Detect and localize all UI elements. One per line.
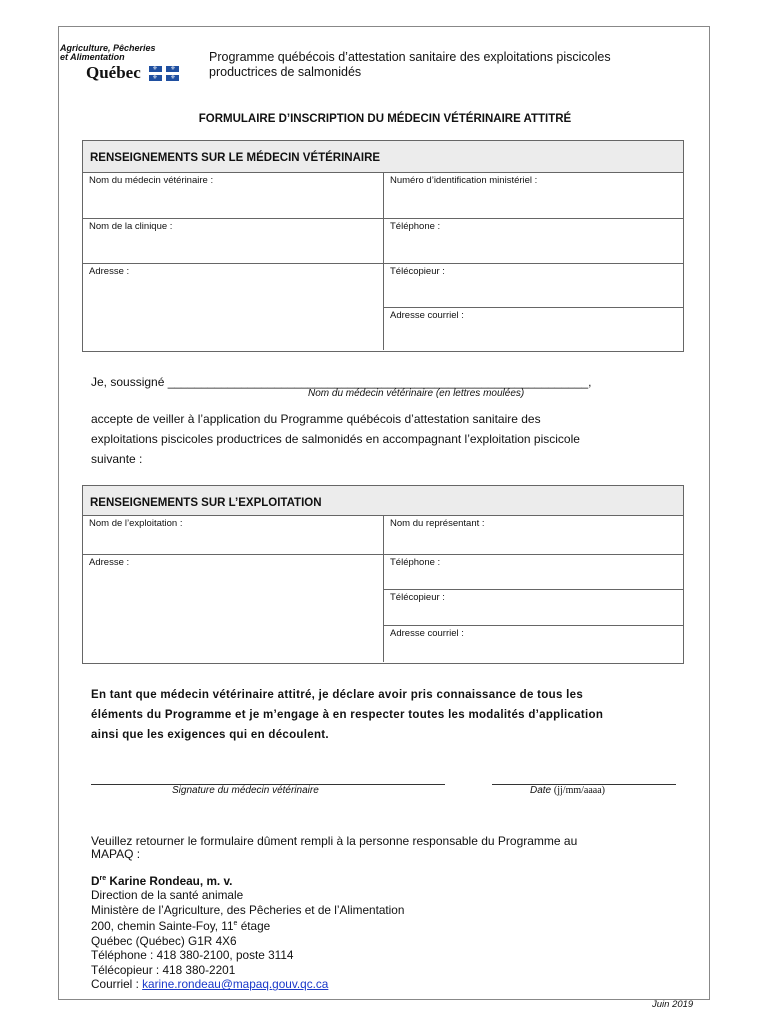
contact-street (91, 917, 404, 933)
acceptance-paragraph (91, 409, 681, 469)
contact-fax: Télécopieur : 418 380-2201 (91, 962, 236, 977)
contact-email-row (91, 977, 404, 992)
farm-address-label: Adresse : (89, 557, 130, 568)
farm-phone-label: Téléphone : (390, 557, 441, 568)
footer-date: Juin 2019 (652, 999, 694, 1010)
contact-name-text: Karine Rondeau, m. v. (106, 873, 233, 888)
fleur-de-lis-flag-icon: ⚜ ⚜ ⚜ ⚜ (149, 66, 179, 81)
contact-street-a: 200, chemin Sainte-Foy, 11 (91, 919, 234, 934)
contact-direction: Direction de la santé animale (91, 888, 244, 903)
vet-section-title: RENSEIGNEMENTS SUR LE MÉDECIN VÉTÉRINAIRE (83, 141, 683, 173)
contact-name (91, 872, 404, 888)
farm-name-label: Nom de l’exploitation : (89, 518, 183, 529)
return-line2: MAPAQ : (91, 847, 141, 861)
clinic-name-field[interactable] (83, 219, 383, 264)
representative-field[interactable] (383, 516, 683, 555)
vet-email-label: Adresse courriel : (390, 310, 464, 321)
vet-address-field[interactable] (83, 264, 383, 350)
logo-quebec-wordmark: Québec (86, 63, 141, 82)
vet-name-field[interactable] (83, 173, 383, 219)
farm-address-field[interactable] (83, 555, 383, 662)
clinic-name-label: Nom de la clinique : (89, 221, 173, 232)
acceptance-line3: suivante : (91, 452, 143, 466)
contact-city: Québec (Québec) G1R 4X6 (91, 933, 237, 948)
vet-name-label: Nom du médecin vétérinaire : (89, 175, 214, 186)
farm-phone-field[interactable] (383, 555, 683, 590)
program-title-line2: productrices de salmonidés (209, 65, 362, 79)
logo-ministry-line2: et Alimentation (60, 52, 125, 62)
vet-email-field[interactable] (383, 308, 683, 350)
ministerial-id-label: Numéro d’identification ministériel : (390, 175, 538, 186)
farm-section-title: RENSEIGNEMENTS SUR L’EXPLOITATION (83, 486, 683, 516)
contact-street-b: étage (237, 919, 271, 934)
declaration-line3: ainsi que les exigences qui en découlent. (91, 729, 329, 741)
contact-ministry: Ministère de l’Agriculture, des Pêcheries et de l’Alimentation (91, 902, 405, 917)
vet-address-label: Adresse : (89, 266, 130, 277)
undersigned-line: Je, soussigné _______________________________________________________________, (91, 375, 592, 389)
contact-street-sup: e (233, 920, 238, 928)
date-caption (530, 785, 605, 796)
vet-fax-field[interactable] (383, 264, 683, 308)
contact-email-link[interactable]: karine.rondeau@mapaq.gouv.qc.ca (142, 977, 329, 992)
contact-email-label: Courriel : (91, 977, 143, 992)
farm-fax-label: Télécopieur : (390, 592, 445, 603)
declaration-paragraph (91, 685, 691, 745)
farm-name-field[interactable] (83, 516, 383, 555)
return-line1: Veuillez retourner le formulaire dûment rempli à la personne responsable du Programme au (91, 834, 578, 848)
vet-info-section (82, 140, 684, 352)
declaration-line1: En tant que médecin vétérinaire attitré, je déclare avoir pris connaissance de tous les (91, 689, 584, 701)
farm-email-field[interactable] (383, 626, 683, 662)
declaration-line2: éléments du Programme et je m’engage à en respecter toutes les modalités d’application (91, 709, 604, 721)
return-instructions (91, 835, 691, 861)
vet-fax-label: Télécopieur : (390, 266, 445, 277)
farm-email-label: Adresse courriel : (390, 628, 464, 639)
representative-label: Nom du représentant : (390, 518, 485, 529)
ministerial-id-field[interactable] (383, 173, 683, 219)
form-title: FORMULAIRE D’INSCRIPTION DU MÉDECIN VÉTÉRINAIRE ATTITRÉ (198, 113, 572, 125)
program-title-line1: Programme québécois d’attestation sanitaire des exploitations piscicoles (209, 50, 611, 64)
contact-phone: Téléphone : 418 380-2100, poste 3114 (91, 948, 294, 963)
acceptance-line1: accepte de veiller à l’application du Programme québécois d’attestation sanitaire des (91, 412, 541, 426)
vet-phone-field[interactable] (383, 219, 683, 264)
logo-ministry-line1: Agriculture, Pêcheries (60, 43, 156, 53)
farm-info-section (82, 485, 684, 664)
contact-block (91, 872, 404, 992)
quebec-logo (60, 44, 179, 83)
signature-caption: Signature du médecin vétérinaire (172, 785, 319, 796)
contact-title: D (91, 873, 100, 888)
contact-title-sup: re (99, 875, 107, 882)
date-caption-label: Date (530, 785, 552, 796)
undersigned-caption: Nom du médecin vétérinaire (en lettres moulées) (308, 388, 525, 399)
date-format-hint: (jj/mm/aaaa) (553, 785, 605, 796)
acceptance-line2: exploitations piscicoles productrices de salmonidés en accompagnant l’exploitation piscicole (91, 432, 580, 446)
farm-fax-field[interactable] (383, 590, 683, 626)
vet-phone-label: Téléphone : (390, 221, 441, 232)
program-title (209, 50, 611, 80)
